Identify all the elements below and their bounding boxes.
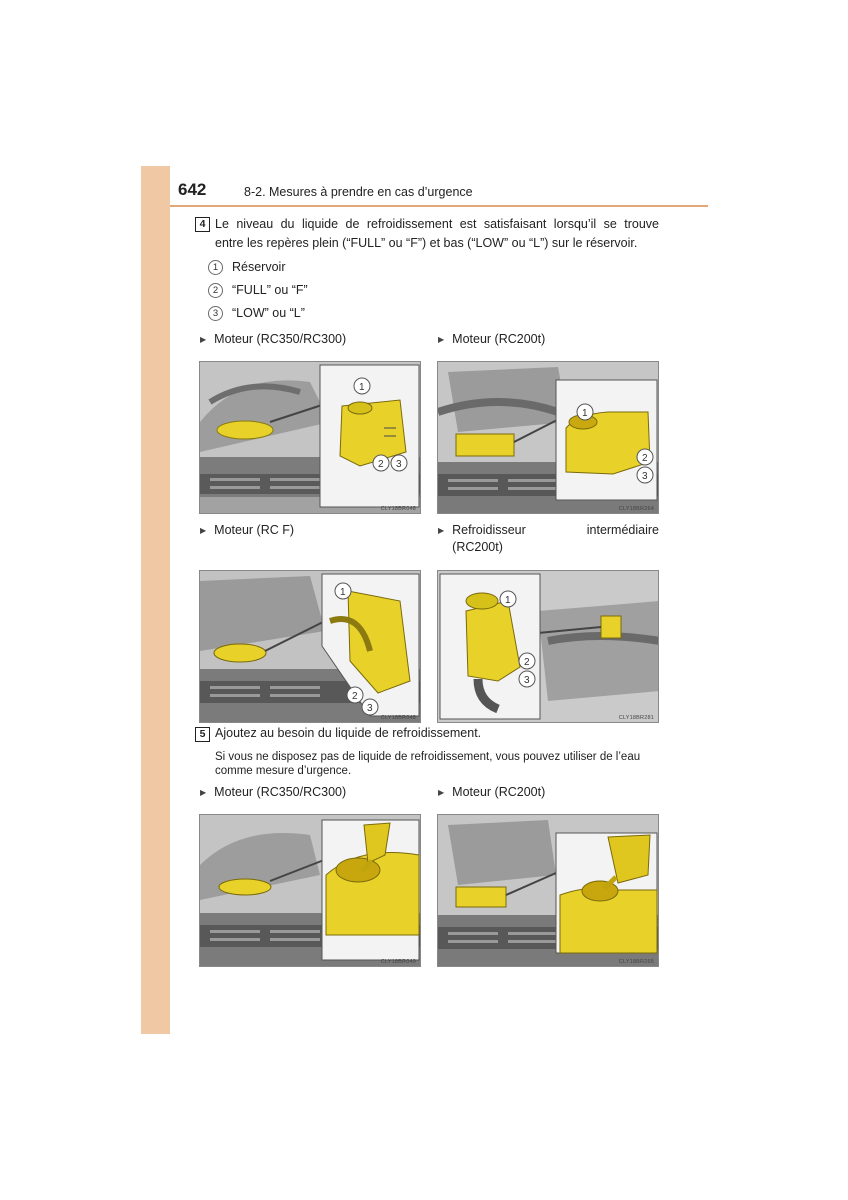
legend-item-low	[208, 305, 305, 321]
svg-text:1: 1	[340, 587, 346, 598]
legend-number-1: 1	[208, 260, 223, 275]
svg-text:1: 1	[582, 408, 588, 419]
figure-rc200t-reservoir	[437, 361, 659, 514]
figure-label-rc200t: ▶ Moteur (RC200t)	[438, 332, 546, 346]
step-5-note-line-2: comme mesure d’urgence.	[215, 765, 352, 777]
figure-rcf-reservoir	[199, 570, 421, 723]
figure-label-rc200t-refill: ▶ Moteur (RC200t)	[438, 785, 546, 799]
figure-code: CLY18BR048	[380, 715, 416, 721]
bullet-arrow-icon: ▶	[200, 526, 207, 535]
svg-text:3: 3	[524, 675, 530, 686]
figure-intercooler-reservoir	[437, 570, 659, 723]
svg-text:2: 2	[524, 657, 530, 668]
svg-text:1: 1	[359, 382, 365, 393]
legend-item-reservoir	[208, 259, 286, 275]
legend-label-1: Réservoir	[232, 260, 286, 274]
svg-text:2: 2	[642, 453, 648, 464]
figure-label-intercooler: ▶ Refroidisseur intermédiaire (RC200t)	[438, 523, 659, 554]
section-title: 8-2. Mesures à prendre en cas d’urgence	[244, 185, 473, 199]
figure-code: CLY18BR281	[618, 715, 654, 721]
bullet-arrow-icon: ▶	[438, 335, 445, 344]
step-4-text-line-1: Le niveau du liquide de refroidissement est satisfaisant lorsqu’il se trouve	[215, 217, 659, 231]
page-number: 642	[178, 180, 207, 199]
svg-text:1: 1	[505, 595, 511, 606]
step-4-number: 4	[195, 217, 210, 232]
legend-number-3: 3	[208, 306, 223, 321]
figure-rc350-refill	[199, 814, 421, 967]
legend-label-2: “FULL” ou “F”	[232, 283, 308, 297]
svg-text:3: 3	[642, 471, 648, 482]
legend-number-2: 2	[208, 283, 223, 298]
step-4-text-line-2: entre les repères plein (“FULL” ou “F”) et bas (“LOW” ou “L”) sur le réservoir.	[215, 236, 638, 250]
chapter-side-tab	[141, 166, 170, 1034]
step-5-number: 5	[195, 727, 210, 742]
bullet-arrow-icon: ▶	[438, 788, 445, 797]
svg-text:2: 2	[378, 459, 384, 470]
figure-code: CLY18BR265	[618, 959, 654, 965]
step-5-text: Ajoutez au besoin du liquide de refroidissement.	[215, 726, 482, 740]
bullet-arrow-icon: ▶	[200, 788, 207, 797]
bullet-arrow-icon: ▶	[438, 526, 445, 535]
svg-text:2: 2	[352, 691, 358, 702]
figure-rc200t-refill	[437, 814, 659, 967]
legend-label-3: “LOW” ou “L”	[232, 306, 305, 320]
figure-rc350-reservoir	[199, 361, 421, 514]
figure-code: CLY18BR048	[380, 506, 416, 512]
svg-text:3: 3	[367, 703, 373, 714]
header-divider	[170, 205, 708, 207]
svg-text:3: 3	[396, 459, 402, 470]
figure-label-rc350-refill: ▶ Moteur (RC350/RC300)	[200, 785, 347, 799]
step-5-note-line-1: Si vous ne disposez pas de liquide de refroidissement, vous pouvez utiliser de l’eau	[215, 751, 641, 763]
figure-label-rc350: ▶ Moteur (RC350/RC300)	[200, 332, 347, 346]
bullet-arrow-icon: ▶	[200, 335, 207, 344]
figure-code: CLY18BR049	[380, 959, 416, 965]
figure-label-rcf: ▶ Moteur (RC F)	[200, 523, 295, 537]
figure-code: CLY18BR264	[618, 506, 654, 512]
legend-item-full	[208, 282, 308, 298]
